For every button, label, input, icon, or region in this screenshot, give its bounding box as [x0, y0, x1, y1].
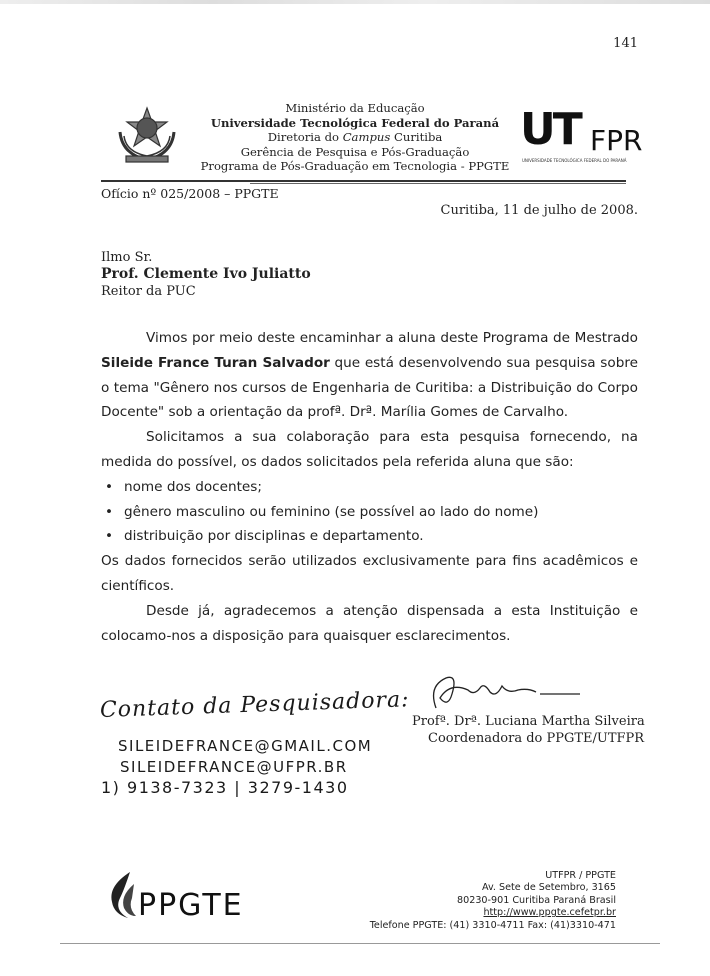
- utfpr-logo-pr: FPR: [590, 124, 643, 157]
- signer-title: Coordenadora do PPGTE/UTFPR: [428, 731, 645, 746]
- header-ministry: Ministério da Educação: [285, 101, 425, 115]
- signer-block: [412, 713, 645, 747]
- list-item: • nome dos docentes;: [101, 475, 638, 500]
- paragraph-3: Os dados fornecidos serão utilizados exclusivamente para fins acadêmicos e científicos.: [101, 553, 638, 594]
- place-date: Curitiba, 11 de julho de 2008.: [440, 203, 638, 218]
- footer-website-link[interactable]: http://www.ppgte.cefetpr.br: [483, 907, 616, 919]
- header-divider-thin: [250, 183, 626, 184]
- recipient-salutation: Ilmo Sr.: [101, 250, 153, 265]
- office-reference: Ofício nº 025/2008 – PPGTE: [101, 186, 279, 201]
- handwritten-email-1: SILEIDEFRANCE@GMAIL.COM: [118, 737, 373, 755]
- scan-top-edge: [0, 0, 710, 4]
- footer-line-1: UTFPR / PPGTE: [545, 870, 616, 881]
- footer-line-2: Av. Sete de Setembro, 3165: [482, 882, 616, 894]
- ppgte-logo-text: PPGTE: [138, 888, 244, 923]
- header-management: Gerência de Pesquisa e Pós-Graduação: [240, 144, 470, 159]
- header-university: Universidade Tecnológica Federal do Paraná: [210, 115, 500, 130]
- letter-body: [101, 326, 638, 648]
- header-directorate: Diretoria do Campus Curitiba: [267, 130, 443, 145]
- footer-divider: [60, 943, 660, 944]
- recipient-role: Reitor da PUC: [101, 284, 196, 299]
- recipient-block: [101, 249, 311, 300]
- institution-header: [180, 101, 530, 174]
- recipient-name: Prof. Clemente Ivo Juliatto: [101, 266, 311, 282]
- ppgte-logo: [100, 866, 260, 926]
- footer-line-3: 80230-901 Curitiba Paraná Brasil: [457, 894, 616, 906]
- paragraph-2: Solicitamos a sua colaboração para esta pesquisa fornecendo, na medida do possível, os dados solicitados pela referida aluna que são:: [101, 429, 638, 470]
- footer-line-5: Telefone PPGTE: (41) 3310-4711 Fax: (41)3310-471: [369, 919, 616, 931]
- paragraph-1: Vimos por meio deste encaminhar a aluna deste Programa de Mestrado Sileide France Turan Salvador que está desenvolvendo sua pesquisa sobre o tema "Gênero nos cursos de Engenharia de Curitiba: a Distribuição do Corpo Docente" sob a orientação da profª. Drª. Marília Gomes de Carvalho.: [101, 330, 638, 421]
- signer-name: Profª. Drª. Luciana Martha Silveira: [412, 714, 645, 729]
- handwritten-email-2: SILEIDEFRANCE@UFPR.BR: [120, 758, 348, 776]
- handwritten-contact-title: Contato da Pesquisadora:: [99, 687, 410, 723]
- coat-of-arms-icon: [112, 104, 182, 166]
- utfpr-logo-main: UT: [520, 104, 580, 155]
- signature-scribble: [418, 668, 583, 716]
- requested-data-list: [101, 475, 638, 549]
- header-divider: [101, 180, 626, 182]
- page-number: 141: [613, 36, 638, 51]
- student-name: Sileide France Turan Salvador: [101, 354, 330, 371]
- header-program: Programa de Pós-Graduação em Tecnologia - PPGTE: [200, 159, 510, 174]
- utfpr-logo: [520, 104, 643, 168]
- paragraph-4: Desde já, agradecemos a atenção dispensada a esta Instituição e colocamo-nos a disposição para quaisquer esclarecimentos.: [101, 602, 638, 644]
- list-item: • distribuição por disciplinas e departamento.: [101, 524, 638, 549]
- ppgte-flame-icon: [100, 868, 140, 924]
- footer-address: [370, 870, 616, 932]
- list-item: • gênero masculino ou feminino (se possível ao lado do nome): [101, 500, 638, 525]
- handwritten-phone: 1) 9138-7323 | 3279-1430: [101, 778, 349, 797]
- utfpr-logo-subtitle: UNIVERSIDADE TECNOLÓGICA FEDERAL DO PARANÁ: [522, 158, 627, 163]
